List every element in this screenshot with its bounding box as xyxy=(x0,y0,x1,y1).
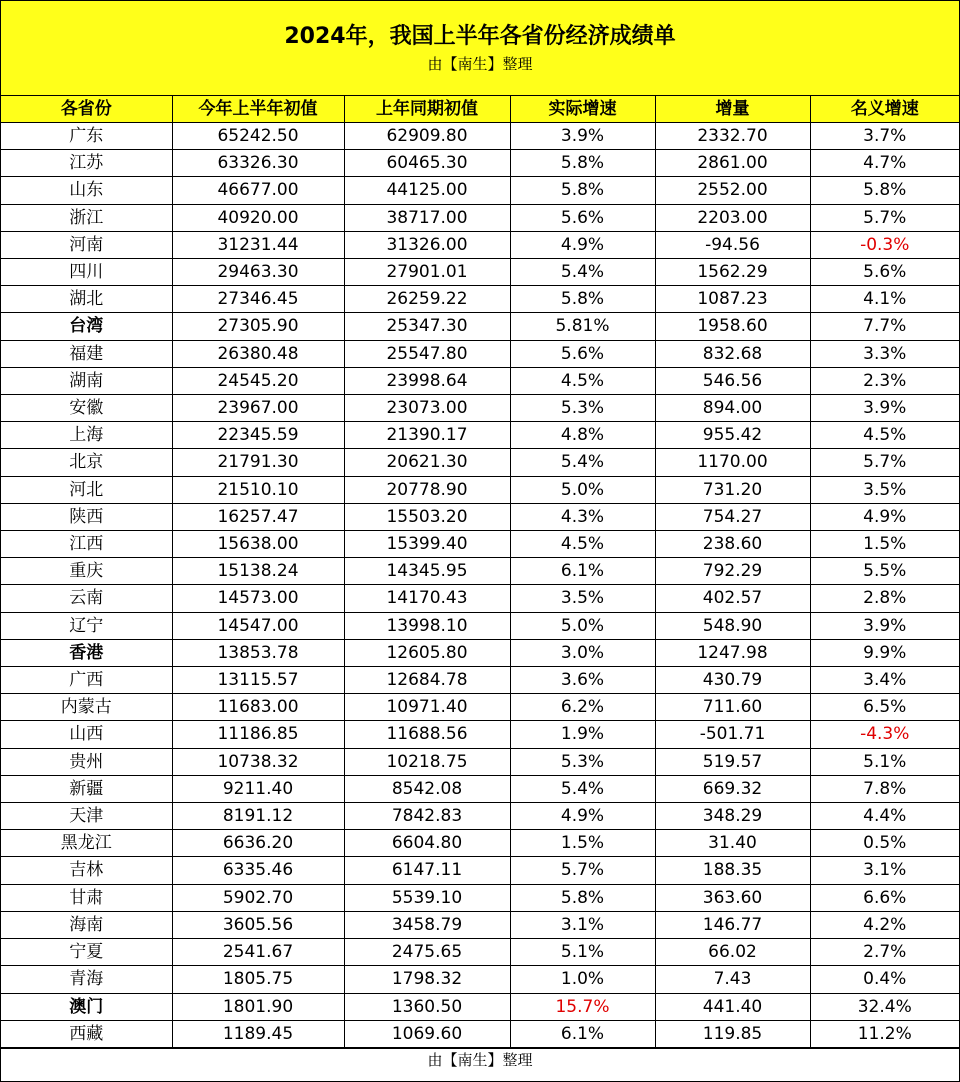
cell-current: 2541.67 xyxy=(172,939,344,966)
cell-increment: 188.35 xyxy=(655,857,810,884)
cell-current: 14573.00 xyxy=(172,585,344,612)
cell-current: 6335.46 xyxy=(172,857,344,884)
cell-increment: 7.43 xyxy=(655,966,810,993)
cell-increment: 2332.70 xyxy=(655,123,810,150)
col-header-province: 各省份 xyxy=(1,96,172,123)
cell-province: 江苏 xyxy=(1,150,172,177)
table-row xyxy=(1,830,959,857)
cell-previous: 38717.00 xyxy=(344,204,510,231)
cell-current: 63326.30 xyxy=(172,150,344,177)
table-header-row xyxy=(1,96,959,123)
cell-previous: 7842.83 xyxy=(344,803,510,830)
cell-increment: 402.57 xyxy=(655,585,810,612)
cell-province: 贵州 xyxy=(1,748,172,775)
cell-increment: 711.60 xyxy=(655,694,810,721)
cell-real-growth: 3.9% xyxy=(510,123,655,150)
cell-real-growth: 5.7% xyxy=(510,857,655,884)
footer-credit: 由【南生】整理 xyxy=(1,1048,959,1072)
cell-nominal-growth: 1.5% xyxy=(810,531,959,558)
cell-nominal-growth: 2.8% xyxy=(810,585,959,612)
cell-current: 24545.20 xyxy=(172,367,344,394)
cell-increment: 238.60 xyxy=(655,531,810,558)
cell-real-growth: 5.6% xyxy=(510,204,655,231)
cell-increment: -94.56 xyxy=(655,231,810,258)
cell-current: 16257.47 xyxy=(172,503,344,530)
cell-real-growth: 5.0% xyxy=(510,612,655,639)
cell-previous: 44125.00 xyxy=(344,177,510,204)
cell-province: 宁夏 xyxy=(1,939,172,966)
cell-nominal-growth: 0.5% xyxy=(810,830,959,857)
cell-real-growth: 5.8% xyxy=(510,884,655,911)
cell-real-growth: 5.8% xyxy=(510,150,655,177)
cell-previous: 15503.20 xyxy=(344,503,510,530)
cell-real-growth: 4.5% xyxy=(510,531,655,558)
cell-previous: 25547.80 xyxy=(344,340,510,367)
table-row xyxy=(1,558,959,585)
cell-increment: 146.77 xyxy=(655,911,810,938)
cell-nominal-growth: -0.3% xyxy=(810,231,959,258)
cell-province: 陕西 xyxy=(1,503,172,530)
table-row xyxy=(1,150,959,177)
title-banner xyxy=(1,1,959,96)
table-row xyxy=(1,449,959,476)
cell-nominal-growth: 2.7% xyxy=(810,939,959,966)
cell-increment: 1087.23 xyxy=(655,286,810,313)
cell-nominal-growth: 6.5% xyxy=(810,694,959,721)
cell-increment: 955.42 xyxy=(655,422,810,449)
cell-province: 湖北 xyxy=(1,286,172,313)
cell-current: 1805.75 xyxy=(172,966,344,993)
cell-increment: 119.85 xyxy=(655,1020,810,1047)
cell-nominal-growth: 4.5% xyxy=(810,422,959,449)
cell-increment: 548.90 xyxy=(655,612,810,639)
table-row xyxy=(1,422,959,449)
cell-current: 11683.00 xyxy=(172,694,344,721)
cell-increment: 792.29 xyxy=(655,558,810,585)
cell-current: 65242.50 xyxy=(172,123,344,150)
cell-nominal-growth: 7.7% xyxy=(810,313,959,340)
cell-increment: 348.29 xyxy=(655,803,810,830)
cell-real-growth: 5.3% xyxy=(510,748,655,775)
cell-nominal-growth: 3.7% xyxy=(810,123,959,150)
cell-real-growth: 4.5% xyxy=(510,367,655,394)
cell-nominal-growth: 0.4% xyxy=(810,966,959,993)
cell-real-growth: 3.6% xyxy=(510,667,655,694)
cell-real-growth: 5.8% xyxy=(510,286,655,313)
cell-real-growth: 1.9% xyxy=(510,721,655,748)
table-row xyxy=(1,395,959,422)
table-row xyxy=(1,476,959,503)
cell-real-growth: 4.9% xyxy=(510,803,655,830)
cell-nominal-growth: 9.9% xyxy=(810,639,959,666)
cell-province: 湖南 xyxy=(1,367,172,394)
cell-province: 浙江 xyxy=(1,204,172,231)
cell-nominal-growth: 32.4% xyxy=(810,993,959,1020)
cell-increment: 546.56 xyxy=(655,367,810,394)
cell-province: 河南 xyxy=(1,231,172,258)
cell-previous: 60465.30 xyxy=(344,150,510,177)
cell-province: 吉林 xyxy=(1,857,172,884)
cell-nominal-growth: -4.3% xyxy=(810,721,959,748)
cell-province: 山东 xyxy=(1,177,172,204)
cell-previous: 20778.90 xyxy=(344,476,510,503)
cell-previous: 1069.60 xyxy=(344,1020,510,1047)
cell-nominal-growth: 5.7% xyxy=(810,204,959,231)
cell-previous: 13998.10 xyxy=(344,612,510,639)
table-body xyxy=(1,123,959,1048)
cell-previous: 10218.75 xyxy=(344,748,510,775)
cell-real-growth: 1.0% xyxy=(510,966,655,993)
cell-province: 黑龙江 xyxy=(1,830,172,857)
cell-province: 新疆 xyxy=(1,775,172,802)
cell-increment: 832.68 xyxy=(655,340,810,367)
cell-increment: 441.40 xyxy=(655,993,810,1020)
cell-increment: 519.57 xyxy=(655,748,810,775)
cell-real-growth: 5.6% xyxy=(510,340,655,367)
cell-increment: 754.27 xyxy=(655,503,810,530)
cell-previous: 31326.00 xyxy=(344,231,510,258)
cell-province: 上海 xyxy=(1,422,172,449)
col-header-current: 今年上半年初值 xyxy=(172,96,344,123)
cell-increment: 66.02 xyxy=(655,939,810,966)
cell-province: 澳门 xyxy=(1,993,172,1020)
cell-current: 10738.32 xyxy=(172,748,344,775)
cell-increment: 669.32 xyxy=(655,775,810,802)
table-row xyxy=(1,531,959,558)
col-header-increment: 增量 xyxy=(655,96,810,123)
cell-increment: 1247.98 xyxy=(655,639,810,666)
cell-province: 台湾 xyxy=(1,313,172,340)
col-header-nominal-growth: 名义增速 xyxy=(810,96,959,123)
cell-current: 21510.10 xyxy=(172,476,344,503)
cell-real-growth: 6.1% xyxy=(510,1020,655,1047)
cell-province: 西藏 xyxy=(1,1020,172,1047)
col-header-previous: 上年同期初值 xyxy=(344,96,510,123)
cell-previous: 15399.40 xyxy=(344,531,510,558)
cell-current: 11186.85 xyxy=(172,721,344,748)
cell-nominal-growth: 4.7% xyxy=(810,150,959,177)
cell-nominal-growth: 5.7% xyxy=(810,449,959,476)
cell-increment: 2861.00 xyxy=(655,150,810,177)
cell-previous: 26259.22 xyxy=(344,286,510,313)
cell-current: 6636.20 xyxy=(172,830,344,857)
cell-nominal-growth: 2.3% xyxy=(810,367,959,394)
cell-current: 27346.45 xyxy=(172,286,344,313)
table-row xyxy=(1,123,959,150)
cell-previous: 1798.32 xyxy=(344,966,510,993)
cell-real-growth: 5.3% xyxy=(510,395,655,422)
cell-increment: 1170.00 xyxy=(655,449,810,476)
cell-previous: 25347.30 xyxy=(344,313,510,340)
cell-real-growth: 3.0% xyxy=(510,639,655,666)
cell-province: 四川 xyxy=(1,259,172,286)
cell-increment: 1562.29 xyxy=(655,259,810,286)
cell-current: 46677.00 xyxy=(172,177,344,204)
cell-nominal-growth: 5.6% xyxy=(810,259,959,286)
cell-previous: 14170.43 xyxy=(344,585,510,612)
cell-province: 香港 xyxy=(1,639,172,666)
cell-increment: 1958.60 xyxy=(655,313,810,340)
table-row xyxy=(1,340,959,367)
cell-real-growth: 15.7% xyxy=(510,993,655,1020)
cell-province: 山西 xyxy=(1,721,172,748)
table-row xyxy=(1,286,959,313)
cell-province: 青海 xyxy=(1,966,172,993)
cell-previous: 27901.01 xyxy=(344,259,510,286)
cell-real-growth: 4.3% xyxy=(510,503,655,530)
cell-previous: 10971.40 xyxy=(344,694,510,721)
table-row xyxy=(1,204,959,231)
cell-real-growth: 5.4% xyxy=(510,449,655,476)
cell-current: 8191.12 xyxy=(172,803,344,830)
cell-current: 29463.30 xyxy=(172,259,344,286)
cell-real-growth: 5.8% xyxy=(510,177,655,204)
cell-nominal-growth: 3.4% xyxy=(810,667,959,694)
cell-current: 5902.70 xyxy=(172,884,344,911)
table-row xyxy=(1,884,959,911)
page-title: 2024年，我国上半年各省份经济成绩单 xyxy=(284,24,676,49)
cell-current: 40920.00 xyxy=(172,204,344,231)
table-row xyxy=(1,993,959,1020)
cell-province: 广西 xyxy=(1,667,172,694)
table-row xyxy=(1,259,959,286)
cell-previous: 62909.80 xyxy=(344,123,510,150)
cell-nominal-growth: 11.2% xyxy=(810,1020,959,1047)
cell-real-growth: 5.1% xyxy=(510,939,655,966)
cell-current: 21791.30 xyxy=(172,449,344,476)
cell-province: 安徽 xyxy=(1,395,172,422)
cell-current: 15638.00 xyxy=(172,531,344,558)
cell-increment: 894.00 xyxy=(655,395,810,422)
table-row xyxy=(1,639,959,666)
cell-real-growth: 3.5% xyxy=(510,585,655,612)
cell-current: 14547.00 xyxy=(172,612,344,639)
table-row xyxy=(1,911,959,938)
table-row xyxy=(1,177,959,204)
cell-nominal-growth: 6.6% xyxy=(810,884,959,911)
cell-current: 15138.24 xyxy=(172,558,344,585)
cell-province: 海南 xyxy=(1,911,172,938)
cell-previous: 12605.80 xyxy=(344,639,510,666)
cell-nominal-growth: 4.9% xyxy=(810,503,959,530)
table-row xyxy=(1,503,959,530)
cell-nominal-growth: 5.1% xyxy=(810,748,959,775)
cell-real-growth: 5.0% xyxy=(510,476,655,503)
table-row xyxy=(1,612,959,639)
cell-previous: 6604.80 xyxy=(344,830,510,857)
cell-nominal-growth: 5.5% xyxy=(810,558,959,585)
cell-real-growth: 5.4% xyxy=(510,259,655,286)
cell-province: 北京 xyxy=(1,449,172,476)
cell-province: 江西 xyxy=(1,531,172,558)
cell-increment: -501.71 xyxy=(655,721,810,748)
cell-real-growth: 6.1% xyxy=(510,558,655,585)
cell-previous: 23073.00 xyxy=(344,395,510,422)
cell-increment: 2552.00 xyxy=(655,177,810,204)
cell-current: 1189.45 xyxy=(172,1020,344,1047)
table-row xyxy=(1,857,959,884)
cell-previous: 14345.95 xyxy=(344,558,510,585)
cell-current: 13115.57 xyxy=(172,667,344,694)
cell-real-growth: 5.81% xyxy=(510,313,655,340)
page-subtitle: 由【南生】整理 xyxy=(427,55,533,73)
cell-real-growth: 5.4% xyxy=(510,775,655,802)
cell-province: 天津 xyxy=(1,803,172,830)
cell-real-growth: 6.2% xyxy=(510,694,655,721)
cell-increment: 31.40 xyxy=(655,830,810,857)
cell-current: 22345.59 xyxy=(172,422,344,449)
table-row xyxy=(1,966,959,993)
cell-increment: 363.60 xyxy=(655,884,810,911)
cell-real-growth: 3.1% xyxy=(510,911,655,938)
cell-province: 河北 xyxy=(1,476,172,503)
cell-previous: 8542.08 xyxy=(344,775,510,802)
table-row xyxy=(1,721,959,748)
cell-current: 23967.00 xyxy=(172,395,344,422)
table-row xyxy=(1,313,959,340)
table-row xyxy=(1,367,959,394)
table-row xyxy=(1,585,959,612)
table-row xyxy=(1,667,959,694)
cell-nominal-growth: 3.1% xyxy=(810,857,959,884)
cell-previous: 23998.64 xyxy=(344,367,510,394)
cell-province: 内蒙古 xyxy=(1,694,172,721)
cell-previous: 2475.65 xyxy=(344,939,510,966)
cell-previous: 20621.30 xyxy=(344,449,510,476)
table-row xyxy=(1,694,959,721)
cell-nominal-growth: 3.5% xyxy=(810,476,959,503)
cell-previous: 1360.50 xyxy=(344,993,510,1020)
province-table xyxy=(1,96,959,1048)
cell-increment: 731.20 xyxy=(655,476,810,503)
table-row xyxy=(1,231,959,258)
cell-previous: 11688.56 xyxy=(344,721,510,748)
cell-nominal-growth: 4.1% xyxy=(810,286,959,313)
table-row xyxy=(1,803,959,830)
cell-real-growth: 1.5% xyxy=(510,830,655,857)
cell-real-growth: 4.9% xyxy=(510,231,655,258)
cell-nominal-growth: 7.8% xyxy=(810,775,959,802)
cell-current: 1801.90 xyxy=(172,993,344,1020)
cell-increment: 2203.00 xyxy=(655,204,810,231)
table-row xyxy=(1,748,959,775)
cell-current: 27305.90 xyxy=(172,313,344,340)
cell-current: 31231.44 xyxy=(172,231,344,258)
cell-nominal-growth: 4.2% xyxy=(810,911,959,938)
cell-current: 13853.78 xyxy=(172,639,344,666)
cell-current: 26380.48 xyxy=(172,340,344,367)
cell-real-growth: 4.8% xyxy=(510,422,655,449)
table-row xyxy=(1,1020,959,1047)
cell-nominal-growth: 5.8% xyxy=(810,177,959,204)
cell-province: 广东 xyxy=(1,123,172,150)
cell-province: 甘肃 xyxy=(1,884,172,911)
cell-previous: 12684.78 xyxy=(344,667,510,694)
cell-nominal-growth: 3.9% xyxy=(810,395,959,422)
cell-current: 9211.40 xyxy=(172,775,344,802)
cell-province: 云南 xyxy=(1,585,172,612)
cell-province: 重庆 xyxy=(1,558,172,585)
cell-increment: 430.79 xyxy=(655,667,810,694)
table-row xyxy=(1,939,959,966)
cell-previous: 5539.10 xyxy=(344,884,510,911)
cell-province: 福建 xyxy=(1,340,172,367)
cell-previous: 3458.79 xyxy=(344,911,510,938)
cell-previous: 21390.17 xyxy=(344,422,510,449)
cell-province: 辽宁 xyxy=(1,612,172,639)
cell-nominal-growth: 3.3% xyxy=(810,340,959,367)
col-header-real-growth: 实际增速 xyxy=(510,96,655,123)
cell-current: 3605.56 xyxy=(172,911,344,938)
table-row xyxy=(1,775,959,802)
cell-nominal-growth: 4.4% xyxy=(810,803,959,830)
cell-nominal-growth: 3.9% xyxy=(810,612,959,639)
cell-previous: 6147.11 xyxy=(344,857,510,884)
